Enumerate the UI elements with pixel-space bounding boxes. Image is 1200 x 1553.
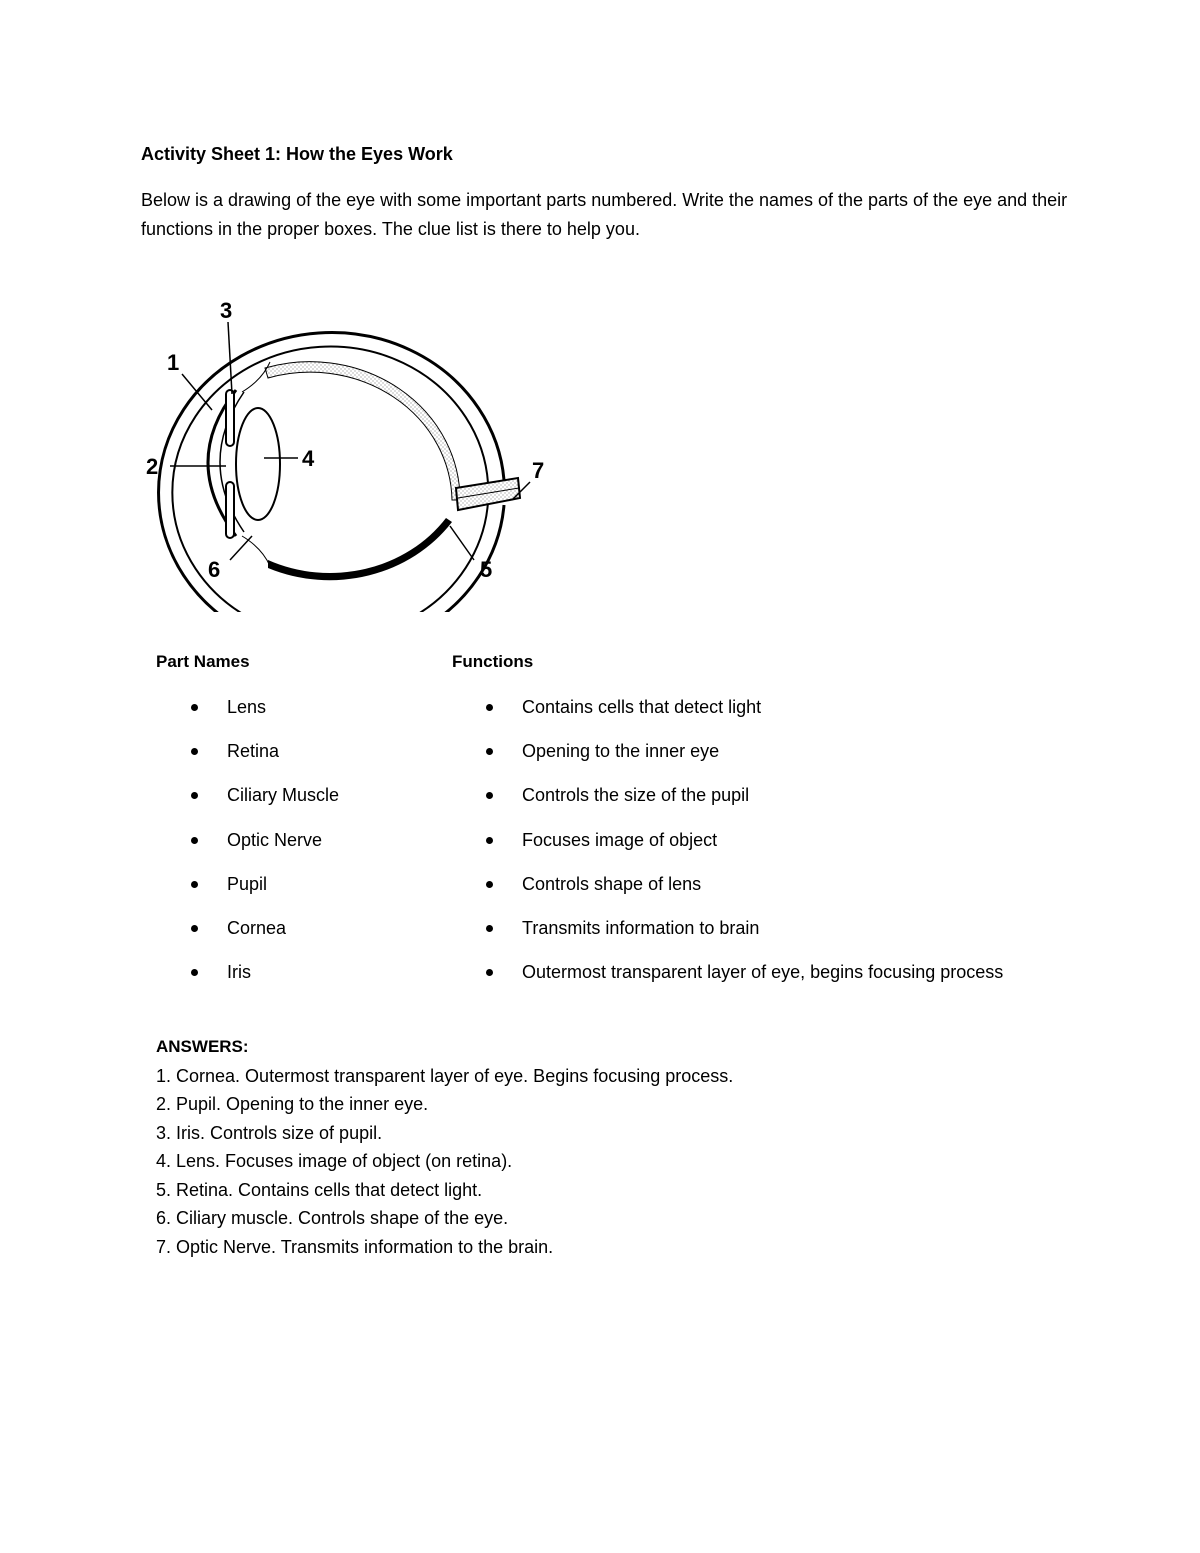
bullet-icon xyxy=(191,969,198,976)
functions-heading: Functions xyxy=(452,652,534,671)
part-names-heading: Part Names xyxy=(156,652,250,671)
activity-sheet-page: Activity Sheet 1: How the Eyes Work Below is a drawing of the eye with some important parts numbered. Write the names of the parts of the eye and their functions in the proper boxes. The clue list is there to help you. 1 2 3 4 5 6 7 Part Names Functions Lens Retina Ciliary Muscle Optic Nerve Pupil Cornea Iris Contains cells that detect light Opening to the inner eye Controls the size of the pupil Focuses image of object Controls shape of lens Transmits information to brain Outermost transparent layer of eye, begins focusing process ANSWERS: 1. Cornea. Outermost transparent layer of eye. Begins focusing process. 2. Pupil. Opening to the inner eye. 3. Iris. Controls size of pupil. 4. Lens. Focuses image of object (on retina). 5. Retina. Contains cells that detect light. 6. Ciliary muscle. Controls shape of the eye. 7. Optic Nerve. Transmits information to the brain. xyxy=(0,0,1200,1553)
answer-line: 3. Iris. Controls size of pupil. xyxy=(156,1122,383,1143)
iris-bottom xyxy=(226,482,234,538)
intro-paragraph: Below is a drawing of the eye with some important parts numbered. Write the names of the parts of the eye and their functions in the proper boxes. The clue list is there to help you. xyxy=(141,190,1068,239)
bullet-icon xyxy=(486,792,493,799)
diagram-label-6: 6 xyxy=(208,557,221,582)
bullet-icon xyxy=(191,704,198,711)
bullet-icon xyxy=(486,969,493,976)
bullet-icon xyxy=(486,925,493,932)
retina-band xyxy=(265,362,460,500)
bullet-icon xyxy=(191,748,198,755)
diagram-label-2: 2 xyxy=(146,454,159,479)
optic-nerve xyxy=(456,478,520,510)
retina-band-lower xyxy=(268,518,452,580)
answer-line: 4. Lens. Focuses image of object (on retina). xyxy=(156,1151,513,1171)
diagram-label-4: 4 xyxy=(302,446,315,471)
answers-section xyxy=(156,1033,733,1261)
answer-line: 5. Retina. Contains cells that detect light. xyxy=(156,1179,483,1200)
lens xyxy=(236,408,280,520)
bullet-icon xyxy=(191,792,198,799)
page-title: Activity Sheet 1: How the Eyes Work xyxy=(141,144,453,164)
bullet-icon xyxy=(191,881,198,888)
diagram-label-1: 1 xyxy=(167,350,180,375)
bullet-icon xyxy=(486,748,493,755)
eye-diagram xyxy=(140,292,580,612)
answer-line: 6. Ciliary muscle. Controls shape of the eye. xyxy=(156,1208,509,1228)
bullet-icon xyxy=(486,704,493,711)
iris-top xyxy=(226,390,234,446)
bullet-icon xyxy=(191,837,198,844)
diagram-label-5: 5 xyxy=(480,557,493,582)
answer-line: 2. Pupil. Opening to the inner eye. xyxy=(156,1094,429,1114)
diagram-label-7: 7 xyxy=(532,458,545,483)
bullet-icon xyxy=(191,925,198,932)
diagram-label-3: 3 xyxy=(220,298,233,323)
answer-line: 1. Cornea. Outermost transparent layer of eye. Begins focusing process. xyxy=(156,1065,734,1086)
answer-line: 7. Optic Nerve. Transmits information to the brain. xyxy=(156,1236,554,1257)
bullet-icon xyxy=(486,837,493,844)
bullet-icon xyxy=(486,881,493,888)
answers-heading: ANSWERS: xyxy=(156,1037,249,1056)
